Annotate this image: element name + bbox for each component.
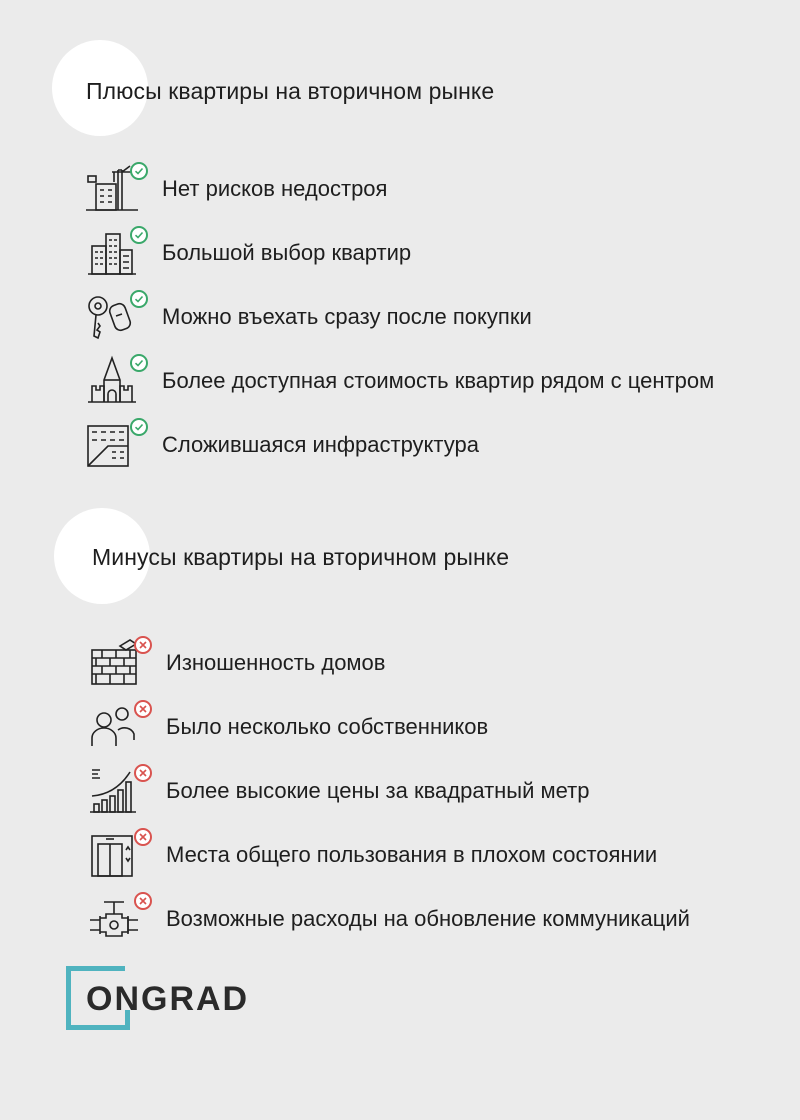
check-icon bbox=[130, 226, 148, 244]
people-icon bbox=[86, 700, 152, 754]
pros-item bbox=[82, 418, 479, 472]
cons-item-label: Было несколько собственников bbox=[166, 714, 489, 739]
cons-item-label: Изношенность домов bbox=[166, 650, 386, 675]
cons-item-label: Возможные расходы на обновление коммуникаций bbox=[166, 906, 690, 931]
keys-icon bbox=[82, 290, 148, 344]
ongrad-logo bbox=[66, 966, 250, 1030]
cons-title: Минусы квартиры на вторичном рынке bbox=[92, 544, 510, 570]
pipe-valve-icon bbox=[86, 892, 152, 946]
pros-item-label: Более доступная стоимость квартир рядом с центром bbox=[162, 368, 715, 393]
growth-chart-icon bbox=[86, 764, 152, 818]
cross-icon bbox=[134, 892, 152, 910]
cons-item bbox=[86, 764, 589, 818]
cross-icon bbox=[134, 828, 152, 846]
crane-building-icon bbox=[82, 162, 148, 216]
pros-title: Плюсы квартиры на вторичном рынке bbox=[86, 78, 495, 104]
pros-item bbox=[82, 290, 532, 344]
brick-wall-icon bbox=[86, 636, 152, 690]
kremlin-tower-icon bbox=[82, 354, 148, 408]
cons-item bbox=[86, 828, 657, 882]
cons-item bbox=[86, 700, 488, 754]
cons-item-label: Места общего пользования в плохом состоянии bbox=[166, 842, 658, 867]
check-icon bbox=[130, 354, 148, 372]
cross-icon bbox=[134, 636, 152, 654]
cons-item bbox=[86, 892, 690, 946]
logo-text: ONGRAD bbox=[86, 980, 250, 1018]
pros-item bbox=[82, 226, 411, 280]
pros-item-label: Большой выбор квартир bbox=[162, 240, 412, 265]
city-block-icon bbox=[82, 418, 148, 472]
pros-item-label: Можно въехать сразу после покупки bbox=[162, 304, 532, 329]
check-icon bbox=[130, 290, 148, 308]
cross-icon bbox=[134, 700, 152, 718]
buildings-icon bbox=[82, 226, 148, 280]
pros-item-label: Нет рисков недостроя bbox=[162, 176, 388, 201]
cons-item bbox=[86, 636, 385, 690]
pros-item bbox=[82, 162, 387, 216]
pros-item bbox=[82, 354, 714, 408]
pros-item-label: Сложившаяся инфраструктура bbox=[162, 432, 479, 457]
elevator-icon bbox=[86, 828, 152, 882]
check-icon bbox=[130, 418, 148, 436]
check-icon bbox=[130, 162, 148, 180]
cross-icon bbox=[134, 764, 152, 782]
cons-item-label: Более высокие цены за квадратный метр bbox=[166, 778, 590, 803]
